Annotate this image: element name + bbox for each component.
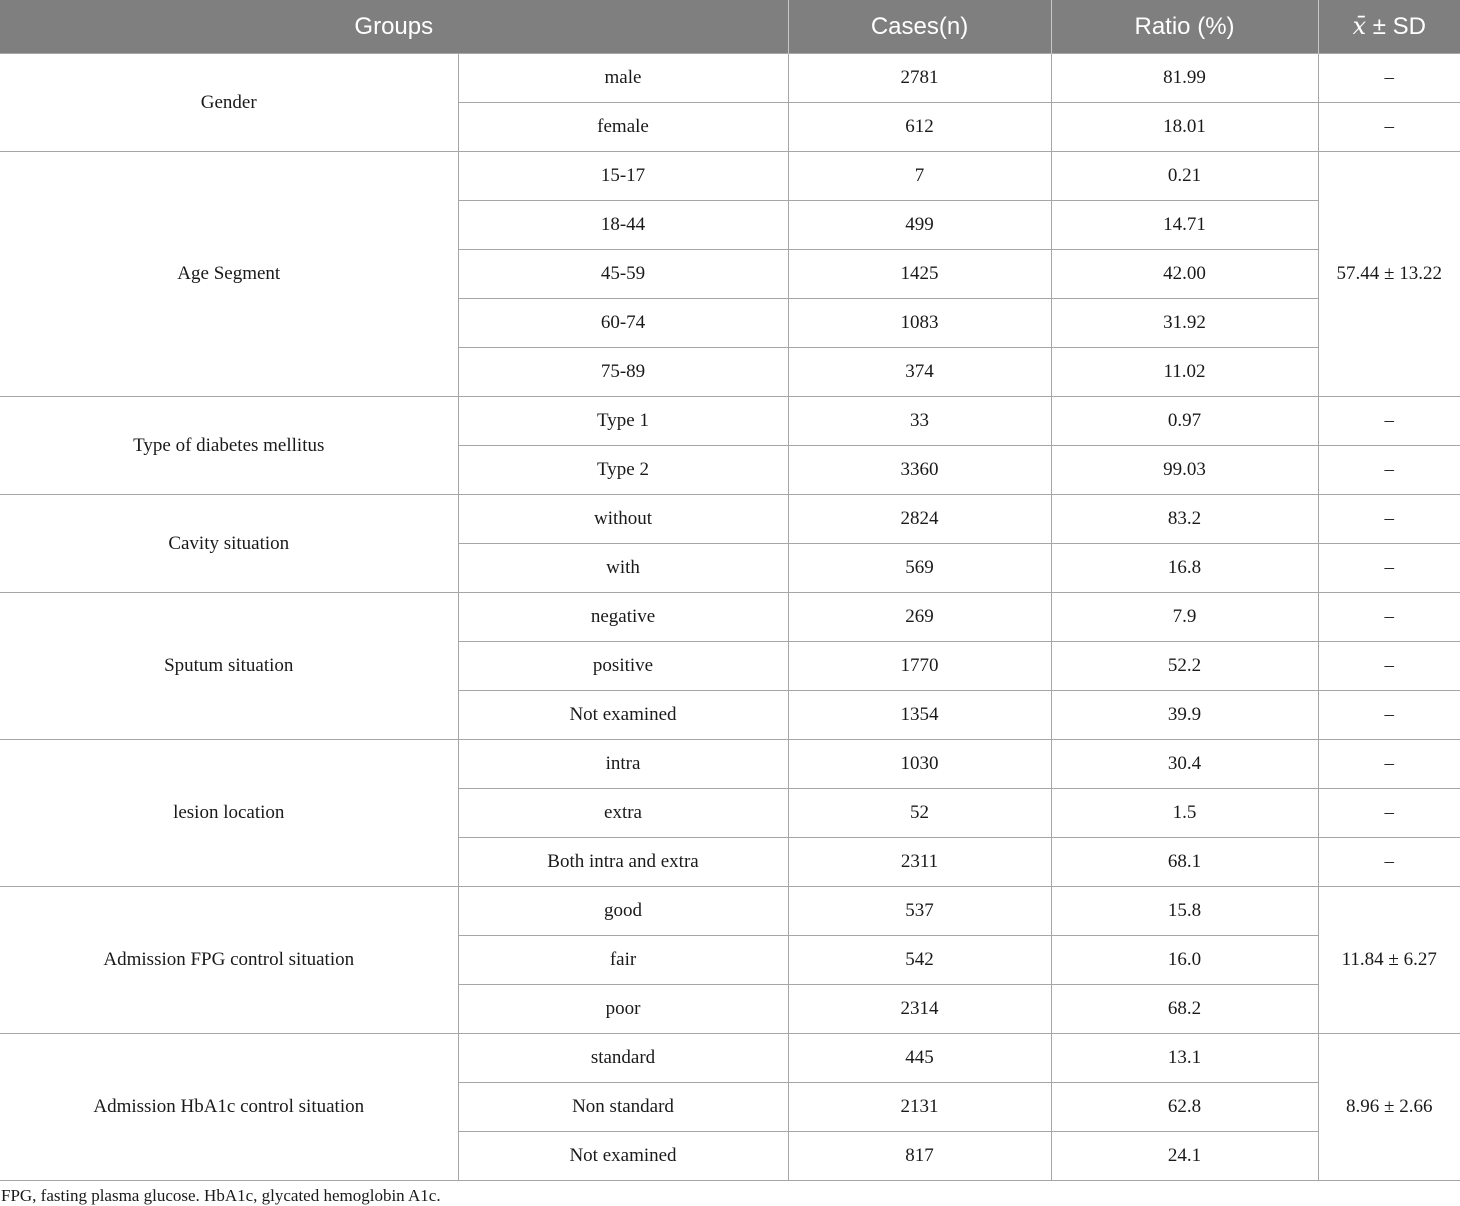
ratio-cell: 81.99 xyxy=(1051,54,1318,103)
ratio-cell: 16.8 xyxy=(1051,544,1318,593)
subgroup-cell: fair xyxy=(458,936,788,985)
subgroup-cell: standard xyxy=(458,1034,788,1083)
cases-cell: 269 xyxy=(788,593,1051,642)
cases-cell: 1083 xyxy=(788,299,1051,348)
table-row xyxy=(0,54,1460,103)
subgroup-cell: Not examined xyxy=(458,691,788,740)
ratio-cell: 68.1 xyxy=(1051,838,1318,887)
mean-sd-cell: 57.44 ± 13.22 xyxy=(1318,152,1460,397)
table-row xyxy=(0,740,1460,789)
table-row xyxy=(0,593,1460,642)
subgroup-cell: 75-89 xyxy=(458,348,788,397)
subgroup-cell: 18-44 xyxy=(458,201,788,250)
ratio-cell: 18.01 xyxy=(1051,103,1318,152)
group-label: Gender xyxy=(0,54,458,152)
mean-sd-cell: – xyxy=(1318,691,1460,740)
mean-sd-cell: – xyxy=(1318,740,1460,789)
group-label: lesion location xyxy=(0,740,458,887)
cases-cell: 3360 xyxy=(788,446,1051,495)
table-row xyxy=(0,887,1460,936)
subgroup-cell: female xyxy=(458,103,788,152)
cases-cell: 499 xyxy=(788,201,1051,250)
ratio-cell: 24.1 xyxy=(1051,1132,1318,1181)
table-body xyxy=(0,54,1460,1181)
mean-sd-cell: – xyxy=(1318,397,1460,446)
cases-cell: 1030 xyxy=(788,740,1051,789)
header-mean-sd xyxy=(1318,0,1460,54)
mean-sd-cell: – xyxy=(1318,103,1460,152)
subgroup-cell: good xyxy=(458,887,788,936)
subgroup-cell: negative xyxy=(458,593,788,642)
subgroup-cell: 15-17 xyxy=(458,152,788,201)
cases-cell: 542 xyxy=(788,936,1051,985)
group-label: Age Segment xyxy=(0,152,458,397)
subgroup-cell: Type 1 xyxy=(458,397,788,446)
ratio-cell: 0.97 xyxy=(1051,397,1318,446)
group-label: Type of diabetes mellitus xyxy=(0,397,458,495)
ratio-cell: 16.0 xyxy=(1051,936,1318,985)
cases-cell: 2311 xyxy=(788,838,1051,887)
header-row xyxy=(0,0,1460,54)
header-sd-label: ± SD xyxy=(1366,13,1426,40)
group-label: Sputum situation xyxy=(0,593,458,740)
ratio-cell: 14.71 xyxy=(1051,201,1318,250)
subgroup-cell: without xyxy=(458,495,788,544)
cases-cell: 7 xyxy=(788,152,1051,201)
cases-cell: 52 xyxy=(788,789,1051,838)
ratio-cell: 7.9 xyxy=(1051,593,1318,642)
mean-sd-cell: 8.96 ± 2.66 xyxy=(1318,1034,1460,1181)
ratio-cell: 1.5 xyxy=(1051,789,1318,838)
subgroup-cell: male xyxy=(458,54,788,103)
cases-cell: 612 xyxy=(788,103,1051,152)
mean-sd-cell: – xyxy=(1318,838,1460,887)
cases-cell: 2781 xyxy=(788,54,1051,103)
header-ratio: Ratio (%) xyxy=(1051,0,1318,54)
subgroup-cell: Non standard xyxy=(458,1083,788,1132)
ratio-cell: 31.92 xyxy=(1051,299,1318,348)
mean-sd-cell: – xyxy=(1318,54,1460,103)
mean-sd-cell: – xyxy=(1318,789,1460,838)
subgroup-cell: Both intra and extra xyxy=(458,838,788,887)
ratio-cell: 68.2 xyxy=(1051,985,1318,1034)
cases-cell: 569 xyxy=(788,544,1051,593)
ratio-cell: 39.9 xyxy=(1051,691,1318,740)
table-row xyxy=(0,1034,1460,1083)
cases-cell: 537 xyxy=(788,887,1051,936)
cases-cell: 2824 xyxy=(788,495,1051,544)
ratio-cell: 83.2 xyxy=(1051,495,1318,544)
mean-sd-cell: – xyxy=(1318,642,1460,691)
ratio-cell: 15.8 xyxy=(1051,887,1318,936)
ratio-cell: 52.2 xyxy=(1051,642,1318,691)
cases-cell: 817 xyxy=(788,1132,1051,1181)
table-row xyxy=(0,495,1460,544)
subgroup-cell: positive xyxy=(458,642,788,691)
cases-cell: 445 xyxy=(788,1034,1051,1083)
mean-sd-cell: – xyxy=(1318,544,1460,593)
subgroup-cell: extra xyxy=(458,789,788,838)
header-cases: Cases(n) xyxy=(788,0,1051,54)
subgroup-cell: 45-59 xyxy=(458,250,788,299)
ratio-cell: 62.8 xyxy=(1051,1083,1318,1132)
mean-sd-cell: – xyxy=(1318,495,1460,544)
table-row xyxy=(0,152,1460,201)
cases-cell: 2314 xyxy=(788,985,1051,1034)
ratio-cell: 30.4 xyxy=(1051,740,1318,789)
cases-cell: 374 xyxy=(788,348,1051,397)
subgroup-cell: poor xyxy=(458,985,788,1034)
subgroup-cell: with xyxy=(458,544,788,593)
cases-cell: 1354 xyxy=(788,691,1051,740)
mean-sd-cell: – xyxy=(1318,446,1460,495)
ratio-cell: 0.21 xyxy=(1051,152,1318,201)
group-label: Admission FPG control situation xyxy=(0,887,458,1034)
header-groups: Groups xyxy=(0,0,788,54)
group-label: Admission HbA1c control situation xyxy=(0,1034,458,1181)
cases-cell: 1770 xyxy=(788,642,1051,691)
subgroup-cell: intra xyxy=(458,740,788,789)
ratio-cell: 42.00 xyxy=(1051,250,1318,299)
xbar-symbol: x̄ xyxy=(1352,12,1367,40)
cases-cell: 1425 xyxy=(788,250,1051,299)
cases-cell: 33 xyxy=(788,397,1051,446)
table-footnote: FPG, fasting plasma glucose. HbA1c, glycated hemoglobin A1c. xyxy=(1,1186,441,1205)
cases-cell: 2131 xyxy=(788,1083,1051,1132)
ratio-cell: 11.02 xyxy=(1051,348,1318,397)
subgroup-cell: 60-74 xyxy=(458,299,788,348)
mean-sd-cell: – xyxy=(1318,593,1460,642)
group-label: Cavity situation xyxy=(0,495,458,593)
subgroup-cell: Type 2 xyxy=(458,446,788,495)
ratio-cell: 99.03 xyxy=(1051,446,1318,495)
mean-sd-cell: 11.84 ± 6.27 xyxy=(1318,887,1460,1034)
ratio-cell: 13.1 xyxy=(1051,1034,1318,1083)
table-row xyxy=(0,397,1460,446)
subgroup-cell: Not examined xyxy=(458,1132,788,1181)
